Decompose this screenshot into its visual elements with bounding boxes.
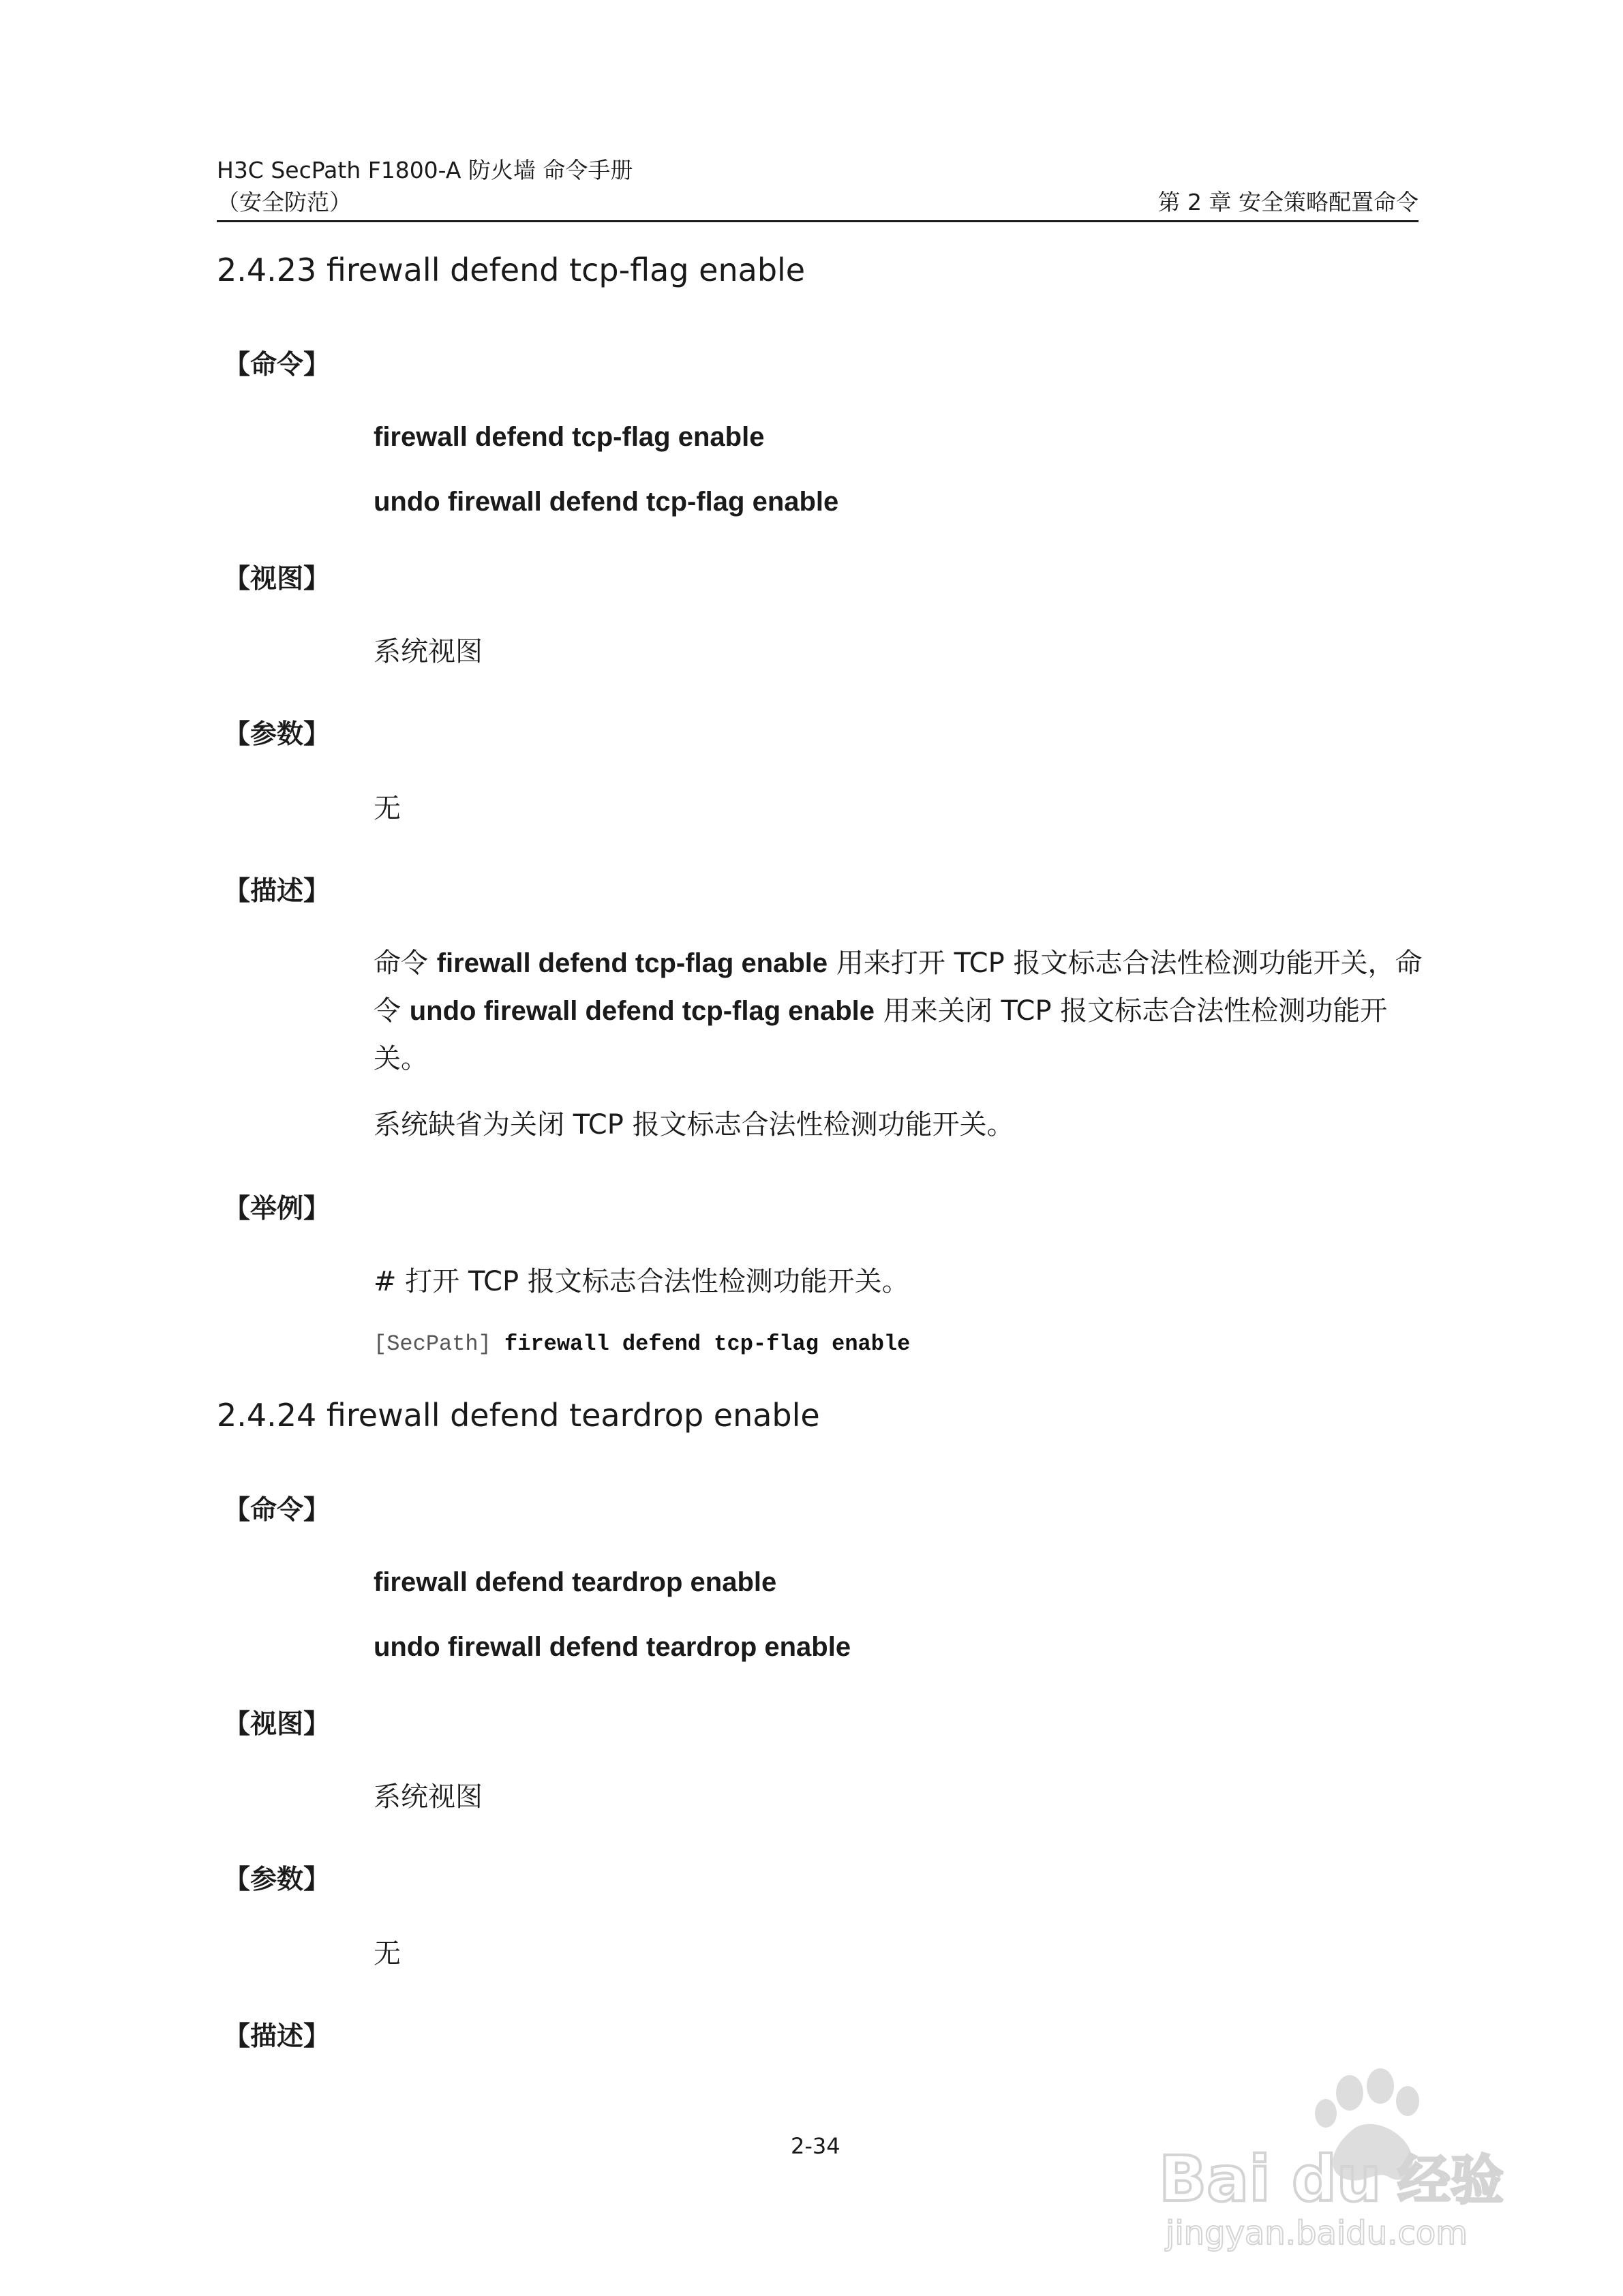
label-example: 【举例】 [224,1194,331,1224]
header-product: H3C SecPath F1800-A 防火墙 命令手册 [217,157,633,183]
view-text: 系统视图 [374,1781,483,1813]
example-code [374,1331,910,1358]
label-description: 【描述】 [224,876,331,907]
baidu-jingyan-watermark [1152,2059,1547,2256]
svg-text:jingyan.baidu.com: jingyan.baidu.com [1166,2214,1468,2252]
description-default: 系统缺省为关闭 TCP 报文标志合法性检测功能开关。 [374,1109,1014,1141]
label-params: 【参数】 [224,1864,331,1895]
label-description: 【描述】 [224,2021,331,2052]
label-command: 【命令】 [224,350,331,380]
example-comment: # 打开 TCP 报文标志合法性检测功能开关。 [374,1266,909,1297]
svg-text:经验: 经验 [1397,2150,1504,2211]
command-line-undo: undo firewall defend tcp-flag enable [374,487,839,517]
label-view: 【视图】 [224,1709,331,1740]
label-view: 【视图】 [224,564,331,594]
page-number: 2-34 [791,2133,840,2159]
view-text: 系统视图 [374,636,483,667]
command-line-undo: undo firewall defend teardrop enable [374,1632,851,1662]
header-chapter: 第 2 章 安全策略配置命令 [1157,189,1419,215]
svg-text:Bai: Bai [1159,2143,1271,2216]
header-rule [217,220,1419,222]
command-line: firewall defend teardrop enable [374,1567,777,1597]
svg-text:du: du [1292,2143,1382,2216]
label-command: 【命令】 [224,1495,331,1526]
description-paragraph: 命令 firewall defend tcp-flag enable 用来打开 TCP 报文标志合法性检测功能开关，命令 undo firewall defend tcp-flag enable 用来关闭 TCP 报文标志合法性检测功能开关。 [374,948,1423,1074]
section-heading-teardrop: 2.4.24 firewall defend teardrop enable [217,1397,820,1434]
command-line: firewall defend tcp-flag enable [374,422,765,452]
params-text: 无 [374,1938,401,1969]
params-text: 无 [374,793,401,824]
label-params: 【参数】 [224,719,331,750]
section-heading-tcp-flag: 2.4.23 firewall defend tcp-flag enable [217,252,806,288]
example-command: firewall defend tcp-flag enable [504,1331,911,1357]
header-volume: （安全防范） [217,189,352,215]
baidu-paw-logo [1152,2059,1547,2256]
example-prompt: [SecPath] [374,1331,505,1357]
